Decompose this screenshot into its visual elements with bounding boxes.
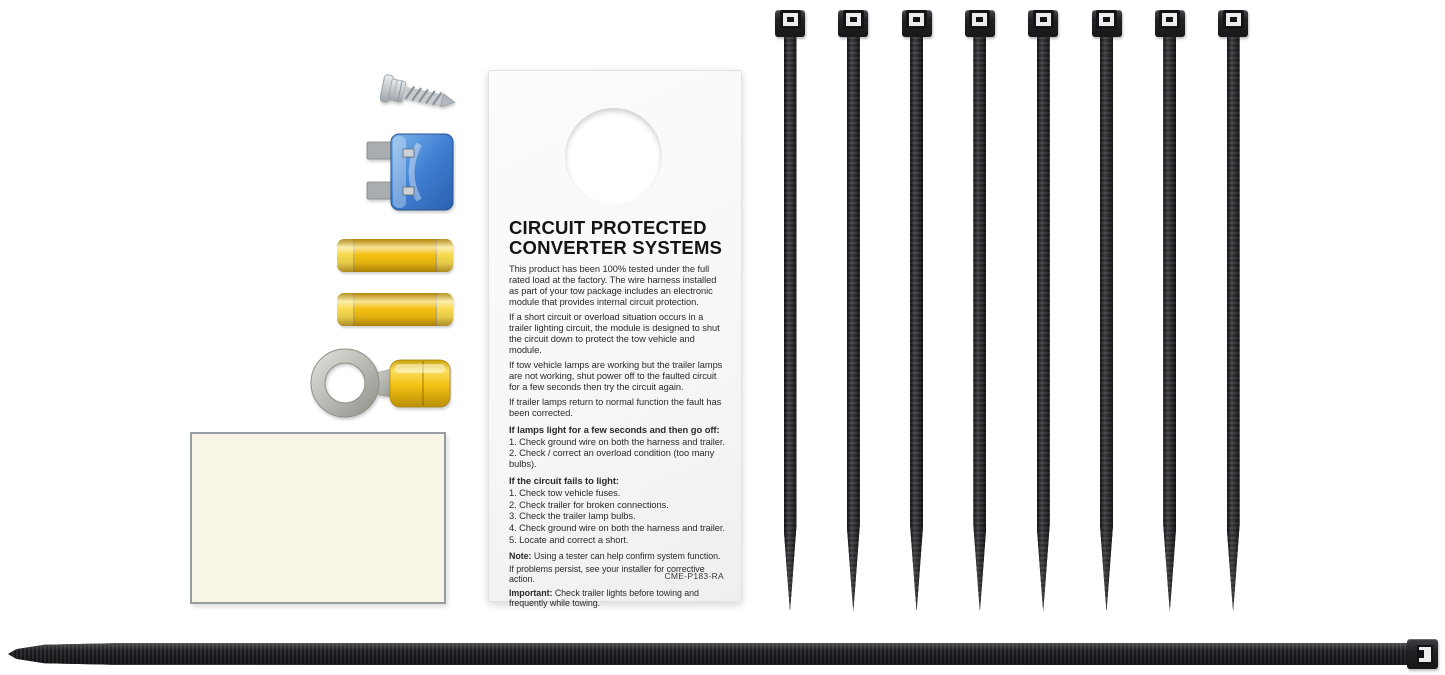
tag-list-item: 2. Check / correct an overload condition (too many bulbs). [509,448,715,470]
tag-paragraph: If trailer lamps return to normal function the fault has been corrected. [509,397,722,419]
tag-list-item: 3. Check the trailer lamp bulbs. [509,511,636,522]
cable-tie [1218,5,1248,611]
cable-tie [965,5,995,611]
cable-tie-head [965,10,995,37]
tag-note: Note: Using a tester can help confirm system function. [509,550,721,561]
cable-tie-head [902,10,932,37]
cable-tie-slot [1223,10,1244,29]
cable-tie-strap [910,37,923,611]
tag-note: Important: Check trailer lights before towing and frequently while towing. [509,587,699,609]
long-cable-tie-strap [8,643,1412,665]
ring-terminal-icon [310,345,452,423]
tag-note: If problems persist, see your installer for corrective action. [509,564,705,585]
tag-paragraph: If a short circuit or overload situation occurs in a trailer lighting circuit, the module is designed to shut the circuit down to protect the tow vehicle and module. [509,312,720,355]
tag-paragraph: If tow vehicle lamps are working but the trailer lamps are not working, shut power off to the faulted circuit for a few seconds then try the circuit again. [509,360,723,392]
tag-section-title: If lamps light for a few seconds and then go off: [509,423,720,435]
hang-tag-text [509,218,727,611]
long-cable-tie [8,639,1438,669]
cable-tie-head [775,10,805,37]
cable-tie-head [1218,10,1248,37]
cable-tie [775,5,805,611]
screw-icon [380,70,460,118]
hang-tag [488,70,742,609]
butt-connector-icon [337,293,453,326]
blank-card [190,432,446,604]
long-cable-tie-head [1407,639,1438,669]
cable-tie-slot [906,10,927,29]
tag-list-item: 5. Locate and correct a short. [509,535,629,546]
cable-tie [1155,5,1185,611]
tag-list-item: 1. Check tow vehicle fuses. [509,487,621,498]
cable-tie-strap [973,37,986,611]
cable-tie-slot [780,10,801,29]
hang-tag-hole [565,108,662,205]
cable-tie-slot [1417,645,1433,664]
cable-tie-strap [1163,37,1176,611]
cable-tie-strap [1100,37,1113,611]
cable-tie-strap [847,37,860,611]
cable-tie [1028,5,1058,611]
cable-tie-strap [1227,37,1240,611]
cable-tie-head [1028,10,1058,37]
cable-tie-strap [784,37,797,611]
tag-list-item: 2. Check trailer for broken connections. [509,499,669,510]
cable-tie-slot [843,10,864,29]
cable-tie [838,5,868,611]
butt-connector-icon [337,239,453,272]
cable-tie-slot [1033,10,1054,29]
cable-tie-head [1155,10,1185,37]
cable-tie-strap [1037,37,1050,611]
tag-paragraph: This product has been 100% tested under the full rated load at the factory. The wire harness installed as part of your tow package includes an electronic module that provides internal circuit protection. [509,264,717,307]
fuse-icon [364,132,456,214]
tag-list-item: 4. Check ground wire on both the harness and trailer. [509,523,725,534]
tag-part-number: CME-P183-RA [664,571,724,581]
cable-tie-head [1092,10,1122,37]
cable-tie [1092,5,1122,611]
cable-tie [902,5,932,611]
cable-tie-slot [969,10,990,29]
cable-tie-slot [1096,10,1117,29]
tag-title: CIRCUIT PROTECTED CONVERTER SYSTEMS [509,217,723,258]
cable-tie-head [838,10,868,37]
tag-list-item: 1. Check ground wire on both the harness and trailer. [509,436,725,447]
tag-section-title: If the circuit fails to light: [509,474,619,486]
cable-tie-slot [1159,10,1180,29]
